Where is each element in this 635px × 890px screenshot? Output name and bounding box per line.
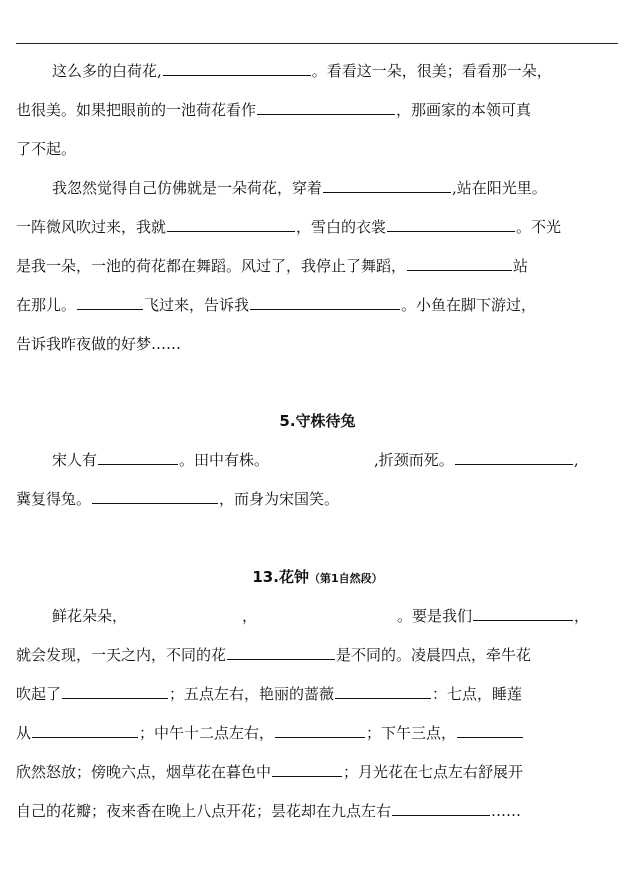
text-segment: 一阵微风吹过来，我就 [16, 218, 167, 236]
text-segment: ；下午三点， [366, 724, 457, 742]
text-segment: 飞过来，告诉我 [144, 296, 250, 314]
section2-title: 5.守株待兔 [279, 412, 356, 430]
text-line [16, 286, 616, 325]
fill-blank[interactable] [92, 488, 218, 504]
text-segment: 也很美。如果把眼前的一池荷花看作 [16, 101, 257, 119]
fill-blank[interactable] [473, 605, 573, 621]
text-segment: 宋人有 [52, 451, 98, 469]
text-line [16, 753, 616, 792]
top-rule [16, 43, 618, 44]
text-segment: 了不起。 [16, 140, 77, 158]
fill-blank[interactable] [77, 294, 143, 310]
text-segment: 欣然怒放；傍晚六点，烟草花在暮色中 [16, 763, 272, 781]
text-segment: 站 [513, 257, 529, 275]
fill-blank[interactable] [407, 255, 512, 271]
text-segment: ,站在阳光里。 [452, 179, 547, 197]
fill-blank[interactable] [392, 800, 490, 816]
fill-blank[interactable] [167, 216, 295, 232]
text-line [16, 208, 616, 247]
text-segment: ,折颈而死。 [374, 451, 454, 469]
fill-blank[interactable] [32, 722, 138, 738]
text-segment: 吹起了 [16, 685, 62, 703]
text-segment: 是不同的。凌晨四点，牵牛花 [336, 646, 532, 664]
fill-blank[interactable] [250, 294, 400, 310]
text-line [16, 441, 616, 480]
text-segment: 我忽然觉得自己仿佛就是一朵荷花，穿着 [52, 179, 323, 197]
text-segment: 告诉我昨夜做的好梦…… [16, 335, 182, 353]
text-segment: ，那画家的本领可真 [396, 101, 532, 119]
fill-blank[interactable] [272, 761, 342, 777]
text-segment: 。小鱼在脚下游过， [401, 296, 537, 314]
text-segment: , [573, 451, 579, 469]
text-line [16, 480, 616, 519]
text-segment: 就会发现，一天之内，不同的花 [16, 646, 227, 664]
text-segment: ；中午十二点左右， [139, 724, 275, 742]
text-segment: 冀复得兔。 [16, 490, 92, 508]
text-segment: ， [574, 607, 590, 625]
text-line [16, 247, 616, 286]
text-segment: ：七点，睡莲 [432, 685, 523, 703]
text-segment: 。田中有株。 [179, 451, 270, 469]
section3-title-text: 13.花钟 [252, 568, 309, 586]
text-line [16, 91, 616, 130]
text-segment: 。看看这一朵，很美；看看那一朵， [311, 62, 552, 80]
text-line [16, 636, 616, 675]
text-segment: 自己的花瓣；夜来香在晚上八点开花；昙花却在九点左右 [16, 802, 392, 820]
text-segment: ；五点左右，艳丽的蔷薇 [169, 685, 335, 703]
fill-blank[interactable] [227, 644, 335, 660]
text-line [16, 597, 616, 636]
text-segment: 鲜花朵朵， [52, 607, 128, 625]
text-line [16, 169, 616, 208]
fill-blank[interactable] [163, 60, 311, 76]
text-segment: ，雪白的衣裳 [296, 218, 387, 236]
text-segment: ；月光花在七点左右舒展开 [343, 763, 524, 781]
section2-passage [16, 441, 616, 519]
fill-blank[interactable] [455, 449, 573, 465]
fill-blank[interactable] [98, 449, 178, 465]
text-segment: …… [491, 802, 522, 820]
fill-blank[interactable] [457, 722, 523, 738]
text-segment: 。要是我们 [397, 607, 473, 625]
text-segment: 。不光 [516, 218, 562, 236]
text-line [16, 792, 616, 831]
text-segment: 从 [16, 724, 32, 742]
section3-title [0, 566, 635, 587]
section3-subtitle: （第1自然段） [308, 572, 383, 585]
text-line [16, 714, 616, 753]
fill-blank[interactable] [275, 722, 365, 738]
text-line [16, 675, 616, 714]
section3-passage [16, 597, 616, 831]
section1-passage [16, 52, 616, 364]
fill-blank[interactable] [387, 216, 515, 232]
text-segment: 是我一朵，一池的荷花都在舞蹈。风过了，我停止了舞蹈， [16, 257, 407, 275]
fill-blank[interactable] [335, 683, 431, 699]
text-line [16, 52, 616, 91]
text-segment: ， [242, 607, 258, 625]
fill-blank[interactable] [257, 99, 395, 115]
text-line [16, 325, 616, 364]
fill-blank[interactable] [323, 177, 451, 193]
text-segment: 这么多的白荷花, [52, 62, 162, 80]
text-line [16, 130, 616, 169]
text-segment: ，而身为宋国笑。 [219, 490, 340, 508]
text-segment: 在那儿。 [16, 296, 77, 314]
fill-blank[interactable] [62, 683, 168, 699]
